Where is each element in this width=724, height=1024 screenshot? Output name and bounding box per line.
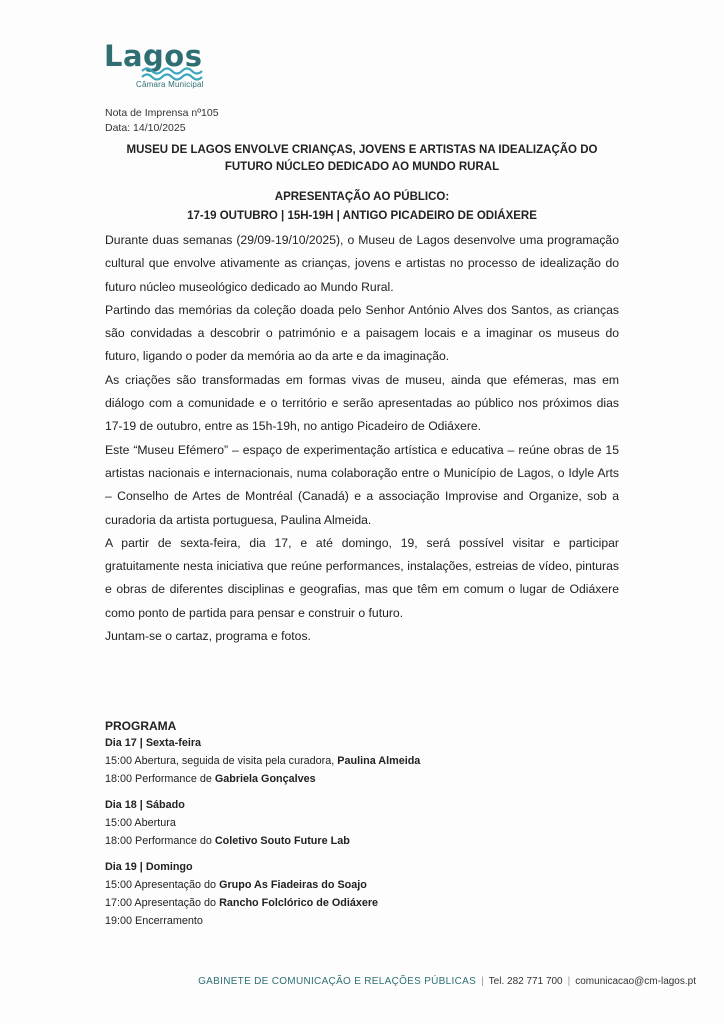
- program-item-text: 19:00 Encerramento: [105, 915, 203, 927]
- program-day-title: Dia 18 | Sábado: [105, 799, 185, 811]
- program-day: [105, 858, 625, 930]
- footer-phone: Tel. 282 771 700: [488, 976, 563, 987]
- program-item-name: Gabriela Gonçalves: [214, 773, 316, 785]
- press-note-number: Nota de Imprensa nº105: [105, 107, 219, 119]
- logo-subtitle: Câmara Municipal: [136, 80, 204, 89]
- program-item: [105, 912, 625, 930]
- program-item-name: Rancho Folclórico de Odiáxere: [219, 897, 379, 909]
- logo: [104, 40, 214, 89]
- program-item-name: Grupo As Fiadeiras do Soajo: [219, 879, 367, 891]
- program-item: [105, 814, 625, 832]
- press-date: Data: 14/10/2025: [105, 122, 186, 134]
- program-item-text: 18:00 Performance de: [105, 773, 215, 785]
- headline-line-1: MUSEU DE LAGOS ENVOLVE CRIANÇAS, JOVENS E ARTISTAS NA IDEALIZAÇÃO DO: [126, 144, 598, 156]
- program-item: [105, 770, 625, 788]
- waves-icon: [140, 66, 204, 84]
- program-item-text: 15:00 Apresentação do: [105, 879, 220, 891]
- body-text: [105, 229, 619, 648]
- paragraph: Este “Museu Efémero” – espaço de experimentação artística e educativa – reúne obras de 15 artistas nacionais e internacionais, numa colaboração entre o Município de Lagos, o Idyle Arts – Conselho de Artes de Montréal (Canadá) e a associação Improvise and Organize, sob a curadoria da artista portuguesa, Paulina Almeida.: [105, 442, 619, 527]
- paragraph: As criações são transformadas em formas vivas de museu, ainda que efémeras, mas em diálogo com a comunidade e o território e serão apresentadas ao público nos próximos dias 17-19 de outubro, entre as 15h-19h, no antigo Picadeiro de Odiáxere.: [105, 372, 619, 434]
- program-item-text: 17:00 Apresentação do: [105, 897, 220, 909]
- program-title: PROGRAMA: [105, 719, 177, 733]
- footer-separator: |: [481, 976, 484, 987]
- program-day-title: Dia 19 | Domingo: [105, 861, 193, 873]
- program-day: [105, 734, 625, 788]
- subheadline: [105, 188, 619, 226]
- program-item-name: Paulina Almeida: [337, 755, 421, 767]
- footer-department: GABINETE DE COMUNICAÇÃO E RELAÇÕES PÚBLICAS: [198, 976, 477, 987]
- paragraph: Juntam-se o cartaz, programa e fotos.: [105, 629, 311, 644]
- logo-name: Lagos: [104, 39, 203, 73]
- program-item-text: 15:00 Abertura: [105, 817, 176, 829]
- footer-separator: |: [567, 976, 571, 987]
- paragraph: A partir de sexta-feira, dia 17, e até domingo, 19, será possível visitar e participar gratuitamente nesta iniciativa que reúne performances, instalações, estreias de vídeo, pinturas e obras de diferentes disciplinas e geografias, mas que têm em comum o lugar de Odiáxere como ponto de partida para pensar e construir o futuro.: [105, 535, 619, 620]
- program-item: [105, 894, 625, 912]
- program-item-text: 18:00 Performance do: [105, 835, 215, 847]
- paragraph: Partindo das memórias da coleção doada pelo Senhor António Alves dos Santos, as crianças são convidadas a descobrir o património e a paisagem locais e a imaginar os museus do futuro, ligando o poder da memória ao da arte e da imaginação.: [105, 302, 619, 364]
- headline: [105, 142, 619, 176]
- press-meta: [105, 106, 219, 136]
- subheadline-line-1: APRESENTAÇÃO AO PÚBLICO:: [274, 191, 450, 203]
- program-day-title: Dia 17 | Sexta-feira: [105, 737, 202, 749]
- program-item-text: 15:00 Abertura, seguida de visita pela curadora,: [105, 755, 338, 767]
- program-item: [105, 832, 625, 850]
- program-day: [105, 796, 625, 850]
- subheadline-line-2: 17-19 OUTUBRO | 15H-19H | ANTIGO PICADEIRO DE ODIÁXERE: [187, 210, 537, 222]
- headline-line-2: FUTURO NÚCLEO DEDICADO AO MUNDO RURAL: [224, 161, 500, 173]
- paragraph: Durante duas semanas (29/09-19/10/2025), o Museu de Lagos desenvolve uma programação cultural que envolve ativamente as crianças, jovens e artistas no processo de idealização do futuro núcleo museológico dedicado ao Mundo Rural.: [105, 233, 619, 294]
- program-item: [105, 752, 625, 770]
- footer-email[interactable]: comunicacao@cm-lagos.pt: [575, 976, 696, 987]
- program: [105, 718, 625, 938]
- program-item-name: Coletivo Souto Future Lab: [214, 835, 350, 847]
- footer: [198, 976, 696, 987]
- program-item: [105, 876, 625, 894]
